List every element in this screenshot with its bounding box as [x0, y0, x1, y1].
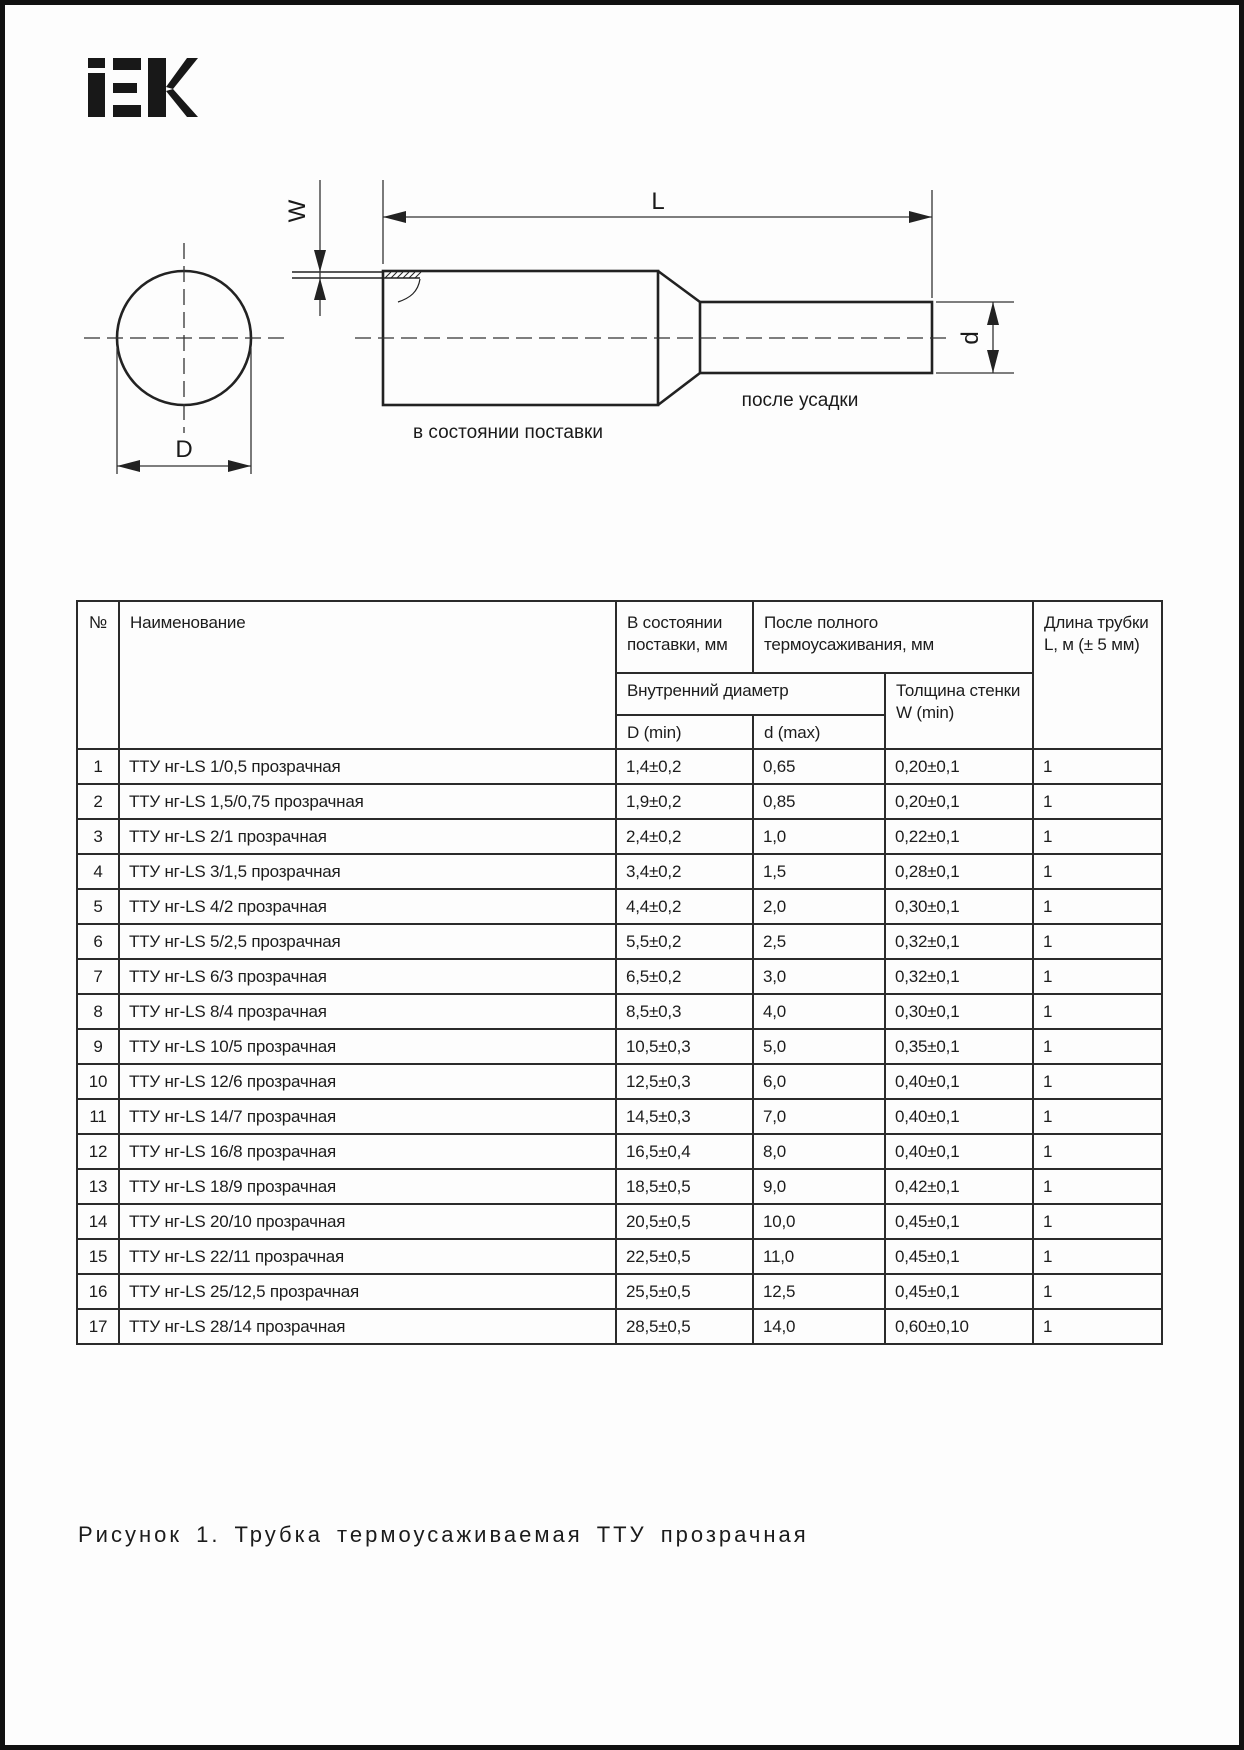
row-number-cell: 15: [77, 1239, 119, 1274]
value-cell: 0,65: [753, 749, 885, 784]
l-arrow-right: [909, 211, 932, 223]
table-row: [77, 1029, 1162, 1064]
value-cell: 1: [1033, 1309, 1162, 1344]
value-cell: 1,5: [753, 854, 885, 889]
value-cell: 1: [1033, 959, 1162, 994]
table-row: [77, 1064, 1162, 1099]
value-cell: ТТУ нг-LS 16/8 прозрачная: [119, 1134, 616, 1169]
value-cell: ТТУ нг-LS 22/11 прозрачная: [119, 1239, 616, 1274]
row-number-cell: 16: [77, 1274, 119, 1309]
value-cell: 1: [1033, 784, 1162, 819]
value-cell: 0,85: [753, 784, 885, 819]
value-cell: 0,32±0,1: [885, 959, 1033, 994]
value-cell: 0,40±0,1: [885, 1099, 1033, 1134]
value-cell: 0,20±0,1: [885, 749, 1033, 784]
value-cell: 1: [1033, 889, 1162, 924]
value-cell: 1: [1033, 1064, 1162, 1099]
row-number-cell: 1: [77, 749, 119, 784]
value-cell: ТТУ нг-LS 1/0,5 прозрачная: [119, 749, 616, 784]
value-cell: 14,5±0,3: [616, 1099, 753, 1134]
value-cell: 0,42±0,1: [885, 1169, 1033, 1204]
value-cell: 7,0: [753, 1099, 885, 1134]
value-cell: 0,45±0,1: [885, 1239, 1033, 1274]
row-number-cell: 10: [77, 1064, 119, 1099]
wall-section-leader-curve: [398, 279, 420, 302]
table-row: [77, 959, 1162, 994]
wall-hatching: [385, 272, 421, 278]
value-cell: 2,5: [753, 924, 885, 959]
value-cell: 1: [1033, 819, 1162, 854]
row-number-cell: 9: [77, 1029, 119, 1064]
table-row: [77, 854, 1162, 889]
after-shrink-label: после усадки: [741, 390, 859, 411]
value-cell: 5,0: [753, 1029, 885, 1064]
dimension-label-W: W: [284, 199, 311, 223]
value-cell: 0,20±0,1: [885, 784, 1033, 819]
table-row: [77, 1239, 1162, 1274]
small-d-arrow-up: [987, 302, 999, 325]
value-cell: ТТУ нг-LS 6/3 прозрачная: [119, 959, 616, 994]
value-cell: 0,45±0,1: [885, 1274, 1033, 1309]
value-cell: ТТУ нг-LS 5/2,5 прозрачная: [119, 924, 616, 959]
row-number-cell: 12: [77, 1134, 119, 1169]
value-cell: 18,5±0,5: [616, 1169, 753, 1204]
value-cell: 6,0: [753, 1064, 885, 1099]
spec-table: [76, 600, 1163, 1345]
row-number-cell: 5: [77, 889, 119, 924]
header-inner-diameter: Внутренний диаметр: [616, 673, 885, 715]
value-cell: 14,0: [753, 1309, 885, 1344]
figure-caption: Рисунок 1. Трубка термоусаживаемая ТТУ прозрачная: [78, 1522, 809, 1547]
value-cell: 3,0: [753, 959, 885, 994]
l-arrow-left: [383, 211, 406, 223]
row-number-cell: 2: [77, 784, 119, 819]
row-number-cell: 6: [77, 924, 119, 959]
value-cell: 0,30±0,1: [885, 994, 1033, 1029]
table-row: [77, 1134, 1162, 1169]
value-cell: 4,4±0,2: [616, 889, 753, 924]
value-cell: 1: [1033, 1169, 1162, 1204]
value-cell: 1: [1033, 1134, 1162, 1169]
value-cell: 22,5±0,5: [616, 1239, 753, 1274]
d-arrow-left: [117, 460, 140, 472]
header-wall-thickness: Толщина стенки W (min): [885, 673, 1033, 749]
header-delivery-state: В состоянии поставки, мм: [616, 601, 753, 673]
row-number-cell: 13: [77, 1169, 119, 1204]
value-cell: 0,28±0,1: [885, 854, 1033, 889]
value-cell: 0,35±0,1: [885, 1029, 1033, 1064]
row-number-cell: 17: [77, 1309, 119, 1344]
table-row: [77, 1169, 1162, 1204]
value-cell: ТТУ нг-LS 14/7 прозрачная: [119, 1099, 616, 1134]
value-cell: ТТУ нг-LS 4/2 прозрачная: [119, 889, 616, 924]
row-number-cell: 4: [77, 854, 119, 889]
table-row: [77, 1204, 1162, 1239]
table-row: [77, 924, 1162, 959]
value-cell: 1: [1033, 994, 1162, 1029]
value-cell: 0,32±0,1: [885, 924, 1033, 959]
value-cell: 1: [1033, 1274, 1162, 1309]
table-body: [77, 749, 1162, 1344]
header-num: №: [77, 601, 119, 749]
value-cell: 20,5±0,5: [616, 1204, 753, 1239]
table-row: [77, 1309, 1162, 1344]
value-cell: 9,0: [753, 1169, 885, 1204]
dimension-label-d: d: [957, 331, 984, 345]
value-cell: 16,5±0,4: [616, 1134, 753, 1169]
value-cell: 2,0: [753, 889, 885, 924]
value-cell: 25,5±0,5: [616, 1274, 753, 1309]
row-number-cell: 11: [77, 1099, 119, 1134]
value-cell: 11,0: [753, 1239, 885, 1274]
row-number-cell: 14: [77, 1204, 119, 1239]
value-cell: ТТУ нг-LS 3/1,5 прозрачная: [119, 854, 616, 889]
value-cell: ТТУ нг-LS 28/14 прозрачная: [119, 1309, 616, 1344]
table-row: [77, 1274, 1162, 1309]
dimension-diagram: [0, 0, 1244, 560]
value-cell: 12,5: [753, 1274, 885, 1309]
row-number-cell: 8: [77, 994, 119, 1029]
table-row: [77, 889, 1162, 924]
dimension-label-D: D: [175, 436, 193, 463]
value-cell: 1: [1033, 1099, 1162, 1134]
value-cell: 0,40±0,1: [885, 1064, 1033, 1099]
value-cell: 0,60±0,10: [885, 1309, 1033, 1344]
value-cell: 1: [1033, 1239, 1162, 1274]
value-cell: ТТУ нг-LS 2/1 прозрачная: [119, 819, 616, 854]
taper-top: [658, 271, 700, 302]
value-cell: 4,0: [753, 994, 885, 1029]
d-arrow-right: [228, 460, 251, 472]
table-row: [77, 749, 1162, 784]
value-cell: 8,5±0,3: [616, 994, 753, 1029]
value-cell: 10,0: [753, 1204, 885, 1239]
value-cell: 0,45±0,1: [885, 1204, 1033, 1239]
header-D-min: D (min): [616, 715, 753, 749]
value-cell: 28,5±0,5: [616, 1309, 753, 1344]
value-cell: 1: [1033, 924, 1162, 959]
table-row: [77, 1099, 1162, 1134]
value-cell: 6,5±0,2: [616, 959, 753, 994]
value-cell: 1: [1033, 854, 1162, 889]
value-cell: ТТУ нг-LS 8/4 прозрачная: [119, 994, 616, 1029]
w-arrow-up: [314, 278, 326, 300]
value-cell: 0,30±0,1: [885, 889, 1033, 924]
value-cell: 10,5±0,3: [616, 1029, 753, 1064]
small-d-arrow-down: [987, 350, 999, 373]
header-d-max: d (max): [753, 715, 885, 749]
value-cell: 1: [1033, 1029, 1162, 1064]
value-cell: 1,0: [753, 819, 885, 854]
header-tube-length: Длина трубки L, м (± 5 мм): [1033, 601, 1162, 749]
table-row: [77, 994, 1162, 1029]
value-cell: ТТУ нг-LS 12/6 прозрачная: [119, 1064, 616, 1099]
value-cell: 3,4±0,2: [616, 854, 753, 889]
row-number-cell: 3: [77, 819, 119, 854]
value-cell: ТТУ нг-LS 20/10 прозрачная: [119, 1204, 616, 1239]
value-cell: 0,40±0,1: [885, 1134, 1033, 1169]
header-after-shrink: После полного термоусаживания, мм: [753, 601, 1033, 673]
value-cell: ТТУ нг-LS 18/9 прозрачная: [119, 1169, 616, 1204]
delivered-state-label: в состоянии поставки: [413, 422, 603, 443]
value-cell: ТТУ нг-LS 25/12,5 прозрачная: [119, 1274, 616, 1309]
table-row: [77, 819, 1162, 854]
value-cell: 8,0: [753, 1134, 885, 1169]
value-cell: ТТУ нг-LS 10/5 прозрачная: [119, 1029, 616, 1064]
value-cell: 5,5±0,2: [616, 924, 753, 959]
taper-bottom: [658, 373, 700, 405]
value-cell: 1,4±0,2: [616, 749, 753, 784]
value-cell: ТТУ нг-LS 1,5/0,75 прозрачная: [119, 784, 616, 819]
value-cell: 12,5±0,3: [616, 1064, 753, 1099]
table-row: [77, 784, 1162, 819]
dimension-label-L: L: [651, 188, 665, 215]
header-name: Наименование: [119, 601, 616, 749]
value-cell: 1: [1033, 1204, 1162, 1239]
row-number-cell: 7: [77, 959, 119, 994]
value-cell: 0,22±0,1: [885, 819, 1033, 854]
value-cell: 2,4±0,2: [616, 819, 753, 854]
w-arrow-down: [314, 250, 326, 272]
value-cell: 1: [1033, 749, 1162, 784]
value-cell: 1,9±0,2: [616, 784, 753, 819]
